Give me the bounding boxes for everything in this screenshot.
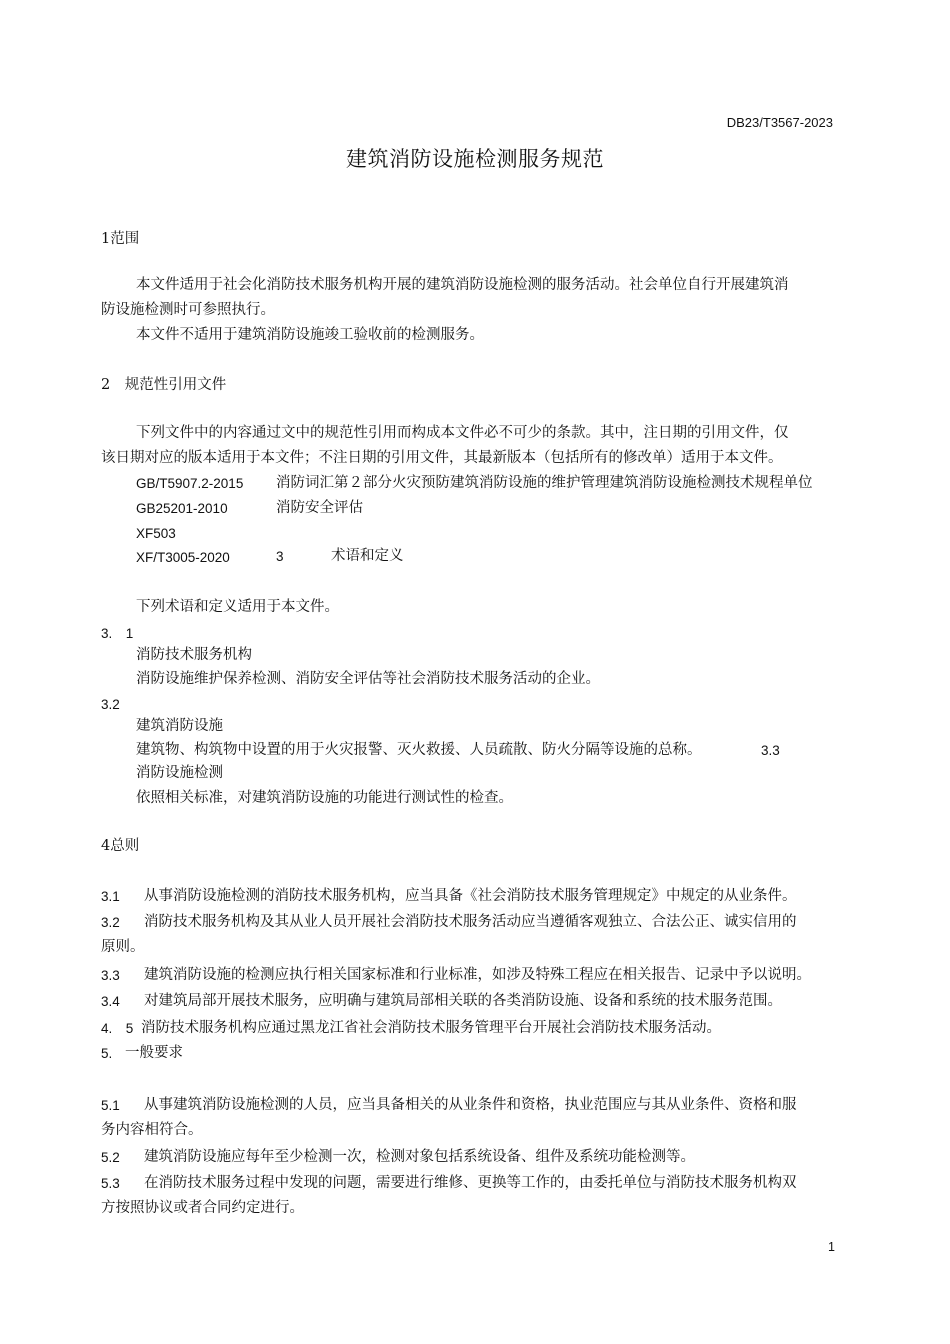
document-code: DB23/T3567-2023: [726, 115, 833, 130]
paragraph-line: 防设施检测时可参照执行。: [101, 302, 275, 318]
reference-title: 消防安全评估: [276, 500, 363, 516]
reference-code: XF503: [136, 526, 176, 541]
clause-text: 建筑消防设施应每年至少检测一次，检测对象包括系统设备、组件及系统功能检测等。: [144, 1149, 695, 1165]
section-heading-general: 4总则: [101, 838, 140, 854]
document-title: 建筑消防设施检测服务规范: [346, 147, 604, 171]
page-number: 1: [828, 1240, 835, 1254]
clause-number: 3.2: [101, 915, 120, 930]
section-number: 5.: [101, 1046, 113, 1061]
paragraph-line: 下列文件中的内容通过文中的规范性引用而构成本文件必不可少的条款。其中，注日期的引用文件，仅: [136, 425, 789, 441]
term-name: 建筑消防设施: [136, 718, 223, 734]
reference-code: GB/T5907.2-2015: [136, 476, 244, 491]
clause-number: 5.1: [101, 1098, 120, 1113]
term-definition: 依照相关标准，对建筑消防设施的功能进行测试性的检查。: [136, 790, 513, 806]
term-number: 3.2: [101, 697, 120, 712]
paragraph-line: 本文件不适用于建筑消防设施竣工验收前的检测服务。: [136, 327, 484, 343]
clause-text: 消防技术服务机构及其从业人员开展社会消防技术服务活动应当遵循客观独立、合法公正、诚实信用的: [144, 914, 797, 930]
paragraph-line: 该日期对应的版本适用于本文件；不注日期的引用文件，其最新版本（包括所有的修改单）适用于本文件。: [101, 450, 783, 466]
term-definition: 消防设施维护保养检测、消防安全评估等社会消防技术服务活动的企业。: [136, 671, 600, 687]
clause-text-continued: 原则。: [101, 939, 145, 955]
term-name: 消防技术服务机构: [136, 647, 252, 663]
clause-text: 建筑消防设施的检测应执行相关国家标准和行业标准，如涉及特殊工程应在相关报告、记录中予以说明。: [144, 967, 811, 983]
reference-title: 消防词汇第２部分火灾预防建筑消防设施的维护管理建筑消防设施检测技术规程单位: [276, 475, 813, 491]
reference-code: XF/T3005-2020: [136, 550, 230, 565]
clause-number: 4. 5: [101, 1021, 134, 1036]
section-heading-requirements: 一般要求: [125, 1045, 183, 1061]
clause-text: 从事建筑消防设施检测的人员，应当具备相关的从业条件和资格，执业范围应与其从业条件、资格和服: [144, 1097, 797, 1113]
clause-text: 对建筑局部开展技术服务，应明确与建筑局部相关联的各类消防设施、设备和系统的技术服务范围。: [144, 993, 782, 1009]
section-heading-terms: 术语和定义: [331, 548, 404, 564]
paragraph-line: 下列术语和定义适用于本文件。: [136, 599, 339, 615]
clause-number: 3.4: [101, 994, 120, 1009]
term-definition: 建筑物、构筑物中设置的用于火灾报警、灭火救援、人员疏散、防火分隔等设施的总称。: [136, 742, 702, 758]
clause-text: 从事消防设施检测的消防技术服务机构，应当具备《社会消防技术服务管理规定》中规定的从业条件。: [144, 888, 797, 904]
clause-number: 3.3: [101, 968, 120, 983]
section-number: 3: [276, 549, 284, 564]
term-name: 消防设施检测: [136, 765, 223, 781]
clause-number: 3.1: [101, 889, 120, 904]
clause-number: 5.3: [101, 1176, 120, 1191]
reference-code: GB25201-2010: [136, 501, 228, 516]
section-heading-scope: 1范围: [101, 231, 140, 247]
clause-number: 5.2: [101, 1150, 120, 1165]
clause-text-continued: 方按照协议或者合同约定进行。: [101, 1200, 304, 1216]
clause-text: 在消防技术服务过程中发现的问题，需要进行维修、更换等工作的，由委托单位与消防技术服务机构双: [144, 1175, 797, 1191]
clause-text-continued: 务内容相符合。: [101, 1122, 203, 1138]
paragraph-line: 本文件适用于社会化消防技术服务机构开展的建筑消防设施检测的服务活动。社会单位自行开展建筑消: [136, 277, 789, 293]
term-number: 3.3: [761, 743, 780, 758]
section-heading-references: 2 规范性引用文件: [101, 377, 227, 393]
term-number: 3. 1: [101, 626, 134, 641]
clause-text: 消防技术服务机构应通过黑龙江省社会消防技术服务管理平台开展社会消防技术服务活动。: [141, 1020, 721, 1036]
